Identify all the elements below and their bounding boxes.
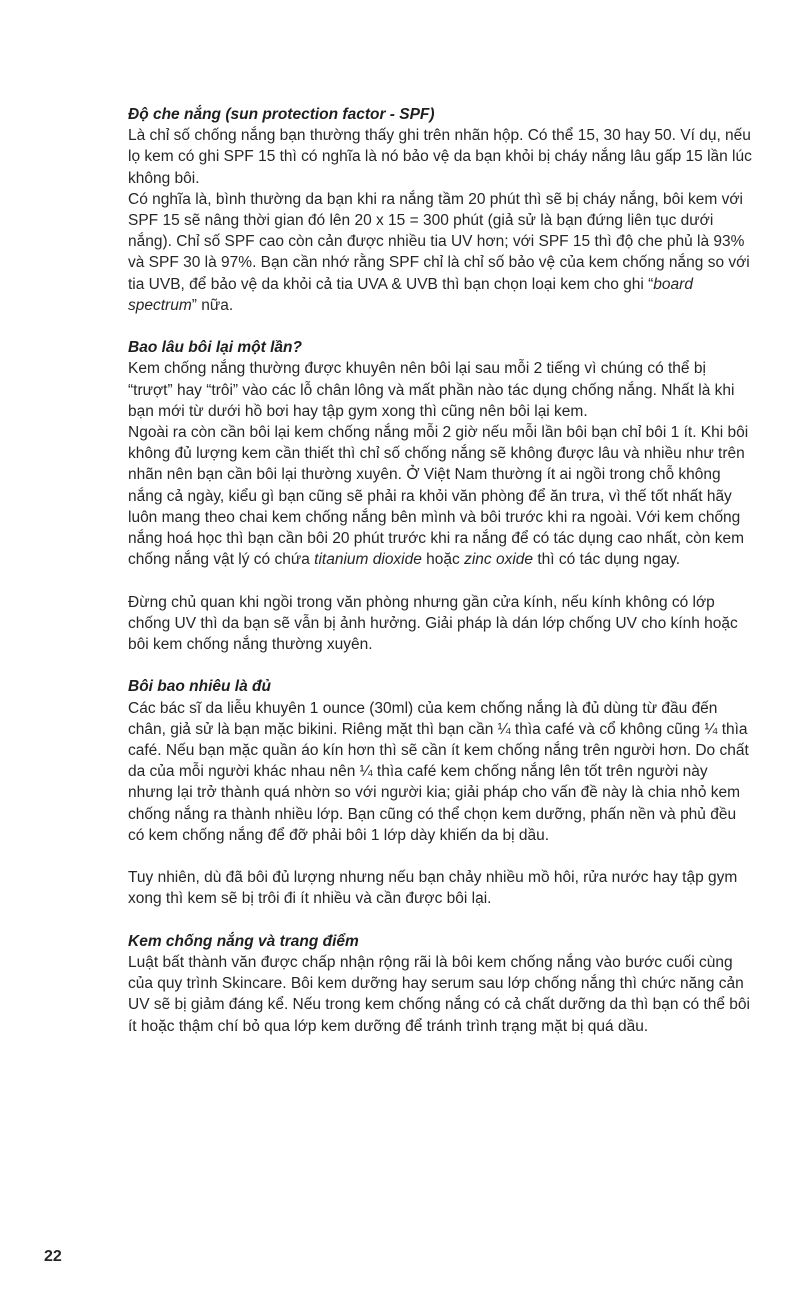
text-run: Ngoài ra còn cần bôi lại kem chống nắng mỗi 2 giờ nếu mỗi lần bôi bạn chỉ bôi 1 ít. Khi bôi không đủ lượng kem cần thiết thì chỉ số chống nắng sẽ không được lâu và nhiều như trên nhãn nên bạn cần bôi lại thường xuyên. Ở Việt Nam thường ít ai ngồi trong chỗ không nắng cả ngày, kiểu gì bạn cũng sẽ phải ra khỏi văn phòng để ăn trưa, vì thế tốt nhất hãy luôn mang theo chai kem chống nắng bên mình và bôi trước khi ra ngoài. Với kem chống nắng hoá học thì bạn cần bôi 20 phút trước khi ra nắng để có tác dụng cao nhất, còn kem chống nắng vật lý có chứa [128,424,749,569]
paragraph: Tuy nhiên, dù đã bôi đủ lượng nhưng nếu bạn chảy nhiều mồ hôi, rửa nước hay tập gym xong thì kem sẽ bị trôi đi ít nhiều và cần được bôi lại. [128,869,738,908]
section-heading: Độ che nắng (sun protection factor - SPF) [128,106,435,123]
paragraph: Là chỉ số chống nắng bạn thường thấy ghi trên nhãn hộp. Có thể 15, 30 hay 50. Ví dụ, nếu lọ kem có ghi SPF 15 thì có nghĩa là nó bảo vệ da bạn khỏi bị cháy nắng lâu gấp 15 lần lúc không bôi. [128,127,752,187]
paragraph: Đừng chủ quan khi ngồi trong văn phòng nhưng gần cửa kính, nếu kính không có lớp chống UV thì da bạn sẽ vẫn bị ảnh hưởng. Giải pháp là dán lớp chống UV cho kính hoặc bôi kem chống nắng thường xuyên. [128,593,738,654]
paragraph [128,422,752,570]
text-run: hoặc [421,551,465,569]
section-spf [128,104,752,316]
section-heading: Bao lâu bôi lại một lần? [128,339,302,357]
text-run: Có nghĩa là, bình thường da bạn khi ra nắng tầm 20 phút thì sẽ bị cháy nắng, bôi kem với SPF 15 sẽ nâng thời gian đó lên 20 x 15 = 300 phút (giả sử là bạn đứng liên tục dưới nắng). Chỉ số SPF cao còn cản được nhiều tia UV hơn; với SPF 15 thì độ che phủ là 93% và SPF 30 là 97%. Bạn cần nhớ rằng SPF chỉ là chỉ số bảo vệ của kem chống nắng so với tia UVB, để bảo vệ da khỏi cả tia UVA & UVB thì bạn chọn loại kem cho ghi “ [128,190,750,293]
section-heading: Kem chống nắng và trang điểm [128,932,359,950]
page-content [128,104,752,1037]
text-run: ” nữa. [191,296,234,314]
page-number: 22 [44,1248,62,1265]
paragraph [128,189,752,316]
italic-term: titanium dioxide [314,551,422,569]
section-heading: Bôi bao nhiêu là đủ [128,678,271,696]
italic-term: zinc oxide [464,551,534,569]
section-amount [128,676,752,909]
paragraph: Các bác sĩ da liễu khuyên 1 ounce (30ml) của kem chống nắng là đủ dùng từ đầu đến chân, giả sử là bạn mặc bikini. Riêng mặt thì bạn cần ¼ thìa café và cổ không cũng ¼ thìa café. Nếu bạn mặc quần áo kín hơn thì sẽ cần ít kem chống nắng trên người hơn. Do chất da của mỗi người khác nhau nên ¼ thìa café kem chống nắng lên tốt trên người này nhưng lại trở thành quá nhờn so với người kia; giải pháp cho vấn đề này là chia nhỏ kem chống nắng ra thành nhiều lớp. Bạn cũng có thể chọn kem dưỡng, phấn nền và phủ đều có kem chống nắng để đỡ phải bôi 1 lớp dày khiến da bị dầu. [128,699,749,844]
paragraph: Luật bất thành văn được chấp nhận rộng rãi là bôi kem chống nắng vào bước cuối cùng của quy trình Skincare. Bôi kem dưỡng hay serum sau lớp chống nắng thì chức năng cản UV sẽ bị giảm đáng kể. Nếu trong kem chống nắng có cả chất dưỡng da thì bạn có thể bôi ít hoặc thậm chí bỏ qua lớp kem dưỡng để tránh trình trạng mặt bị quá dầu. [128,954,750,1035]
text-run: thì có tác dụng ngay. [533,551,681,569]
italic-term: board spectrum [128,275,693,314]
section-makeup [128,931,752,1037]
section-reapply [128,337,752,655]
paragraph: Kem chống nắng thường được khuyên nên bôi lại sau mỗi 2 tiếng vì chúng có thể bị “trượt” hay “trôi” vào các lỗ chân lông và mất phần nào tác dụng chống nắng. Nhất là khi bạn mới từ dưới hồ bơi hay tập gym xong thì cũng nên bôi lại kem. [128,360,735,420]
